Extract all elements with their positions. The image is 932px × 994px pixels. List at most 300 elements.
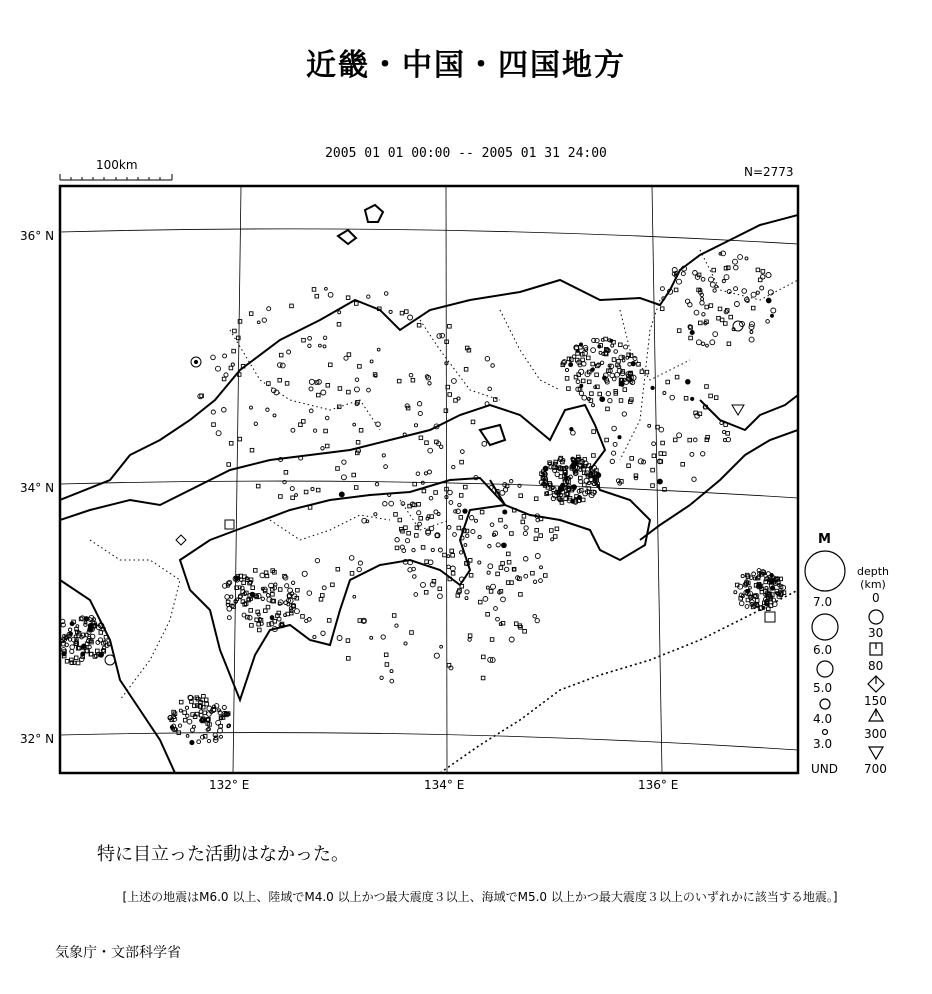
quake-intermediate xyxy=(266,605,270,609)
quake-shallow xyxy=(701,277,705,281)
quake-shallow xyxy=(701,342,704,345)
quake-shallow xyxy=(197,740,201,744)
quake-shallow xyxy=(724,275,729,280)
quake-shallow xyxy=(523,531,527,535)
quake-intermediate xyxy=(415,534,419,538)
quake-shallow xyxy=(618,436,621,439)
quake-shallow xyxy=(384,292,388,296)
quake-shallow xyxy=(302,571,307,576)
quake-shallow xyxy=(309,387,313,391)
quake-intermediate xyxy=(354,486,358,490)
quake-intermediate xyxy=(301,615,305,619)
quake-shallow xyxy=(570,427,573,430)
quake-intermediate xyxy=(355,302,359,306)
quake-intermediate xyxy=(411,378,415,382)
quake-shallow xyxy=(766,298,771,303)
quake-shallow xyxy=(287,350,291,354)
quake-shallow xyxy=(353,423,356,426)
quake-intermediate xyxy=(681,463,685,467)
quake-intermediate xyxy=(417,323,421,327)
quake-shallow xyxy=(273,414,276,417)
quake-shallow xyxy=(470,516,474,520)
quake-shallow xyxy=(535,618,539,622)
quake-intermediate xyxy=(481,676,485,680)
legend-mag-3: 3.0 xyxy=(813,737,833,751)
quake-intermediate xyxy=(241,590,245,594)
quake-intermediate xyxy=(451,572,455,576)
quake-shallow xyxy=(267,307,271,311)
quake-intermediate xyxy=(699,321,703,325)
quake-shallow xyxy=(622,412,626,416)
quake-shallow xyxy=(266,408,269,411)
quake-intermediate xyxy=(398,518,402,522)
quake-intermediate xyxy=(284,471,288,475)
quake-intermediate xyxy=(480,510,484,514)
quake-intermediate xyxy=(347,657,351,661)
quake-intermediate xyxy=(651,468,655,472)
quake-intermediate xyxy=(327,619,331,623)
quake-intermediate xyxy=(522,515,526,519)
map-frame xyxy=(60,186,798,773)
quake-intermediate xyxy=(627,464,631,468)
quake-shallow xyxy=(565,368,568,371)
quake-intermediate xyxy=(183,718,187,722)
quake-intermediate xyxy=(666,380,670,384)
quake-intermediate xyxy=(233,329,237,333)
quake-shallow xyxy=(230,595,233,598)
quake-intermediate xyxy=(347,390,351,394)
quake-shallow xyxy=(431,548,434,551)
quake-intermediate xyxy=(726,432,730,436)
quake-shallow xyxy=(722,280,725,283)
quake-shallow xyxy=(474,519,477,522)
quake-intermediate xyxy=(567,387,571,391)
legend-depth-150: 150 xyxy=(864,694,887,708)
quake-shallow xyxy=(291,581,294,584)
quake-shallow xyxy=(608,398,612,402)
quake-shallow xyxy=(261,597,264,600)
quake-shallow xyxy=(448,490,453,495)
quake-shallow xyxy=(738,255,743,260)
quake-shallow xyxy=(342,460,346,464)
quake-intermediate xyxy=(413,482,417,486)
quake-shallow xyxy=(370,360,373,363)
quake-shallow xyxy=(553,469,557,473)
quake-shallow xyxy=(609,364,613,368)
quake-intermediate xyxy=(237,336,241,340)
quake-intermediate xyxy=(489,590,493,594)
quake-shallow xyxy=(606,391,610,395)
quake-shallow xyxy=(321,447,324,450)
quake-intermediate xyxy=(705,385,709,389)
quake-shallow xyxy=(624,345,628,349)
quake-intermediate xyxy=(712,268,716,272)
quake-intermediate xyxy=(521,520,525,524)
quake-intermediate xyxy=(709,304,713,308)
quake-shallow xyxy=(488,545,491,548)
quake-shallow xyxy=(490,523,494,527)
quake-shallow xyxy=(460,450,464,454)
quake-shallow xyxy=(756,291,759,294)
quake-intermediate xyxy=(598,392,602,396)
quake-shallow xyxy=(693,271,698,276)
quake-shallow xyxy=(190,741,194,745)
quake-shallow xyxy=(465,590,469,594)
quake-shallow xyxy=(337,636,342,641)
quake-intermediate xyxy=(316,488,320,492)
quake-intermediate xyxy=(229,442,233,446)
quake-intermediate xyxy=(592,454,596,458)
quake-shallow xyxy=(250,406,253,409)
quake-shallow xyxy=(700,301,704,305)
legend-depth-80: 80 xyxy=(868,659,884,673)
quake-shallow xyxy=(540,566,543,569)
quake-shallow xyxy=(752,572,756,576)
quake-shallow xyxy=(405,539,409,543)
quake-intermediate xyxy=(751,306,755,310)
quake-shallow xyxy=(453,533,457,537)
quake-shallow xyxy=(295,494,298,497)
quake-shallow xyxy=(751,292,756,297)
quake-intermediate xyxy=(405,310,409,314)
quake-shallow xyxy=(207,712,212,717)
quake-intermediate xyxy=(337,323,341,327)
quake-intermediate xyxy=(422,489,426,493)
quake-intermediate xyxy=(395,546,399,550)
quake-shallow xyxy=(739,601,744,606)
quake-shallow xyxy=(449,501,453,505)
quake-shallow xyxy=(471,529,475,533)
quake-intermediate xyxy=(595,373,599,377)
page-title: 近畿・中国・四国地方 xyxy=(306,48,626,83)
quake-shallow xyxy=(428,560,433,565)
quake-shallow xyxy=(579,391,583,395)
quake-shallow xyxy=(488,564,493,569)
quake-shallow xyxy=(389,501,394,506)
quake-shallow xyxy=(375,483,378,486)
quake-intermediate xyxy=(486,613,490,617)
quake-shallow xyxy=(413,575,417,579)
quake-intermediate xyxy=(302,338,306,342)
quake-intermediate xyxy=(384,653,388,657)
quake-shallow xyxy=(428,448,433,453)
coastline xyxy=(60,205,798,773)
quake-shallow xyxy=(564,473,567,476)
quake-shallow xyxy=(491,584,496,589)
quake-intermediate xyxy=(451,554,455,558)
quake-shallow xyxy=(424,472,427,475)
quake-shallow xyxy=(452,379,457,384)
quake-shallow xyxy=(187,719,192,724)
quake-shallow xyxy=(207,739,210,742)
quake-shallow xyxy=(179,709,182,712)
quake-intermediate xyxy=(720,318,724,322)
quake-intermediate xyxy=(623,388,627,392)
quake-shallow xyxy=(389,310,392,313)
quake-shallow xyxy=(749,586,752,589)
quake-intermediate xyxy=(65,660,69,664)
quake-shallow xyxy=(496,617,500,621)
period-label: 2005 01 01 00:00 -- 2005 01 31 24:00 xyxy=(325,146,607,161)
quake-shallow xyxy=(494,607,498,611)
quake-shallow xyxy=(354,387,359,392)
quake-shallow xyxy=(569,363,573,367)
quake-intermediate xyxy=(435,534,439,538)
quake-intermediate xyxy=(385,663,389,667)
quake-shallow xyxy=(355,378,359,382)
quake-shallow xyxy=(610,459,614,463)
quake-shallow xyxy=(524,526,528,530)
quake-intermediate xyxy=(256,484,260,488)
quake-shallow xyxy=(766,320,770,324)
quake-intermediate xyxy=(291,496,295,500)
quake-shallow xyxy=(691,397,694,400)
quake-shallow xyxy=(599,351,602,354)
lon-label-134: 134° E xyxy=(424,778,465,792)
quake-shallow xyxy=(539,579,543,583)
quake-shallow xyxy=(313,429,316,432)
quake-shallow xyxy=(381,635,385,639)
quake-shallow xyxy=(222,705,226,709)
quake-shallow xyxy=(338,311,341,314)
quake-intermediate xyxy=(499,566,503,570)
quake-shallow xyxy=(771,314,774,317)
quake-shallow xyxy=(771,308,776,313)
quake-intermediate xyxy=(535,529,539,533)
quake-intermediate xyxy=(591,362,595,366)
quake-shallow xyxy=(592,404,595,407)
quake-shallow xyxy=(491,364,495,368)
quake-shallow xyxy=(227,616,231,620)
quake-intermediate xyxy=(661,441,665,445)
quake-shallow xyxy=(690,330,694,334)
quake-shallow xyxy=(659,427,664,432)
quake-shallow xyxy=(734,265,739,270)
quake-shallow xyxy=(543,466,548,471)
quake-intermediate xyxy=(673,438,677,442)
quake-intermediate xyxy=(677,329,681,333)
quake-shallow xyxy=(696,340,701,345)
legend-mag-5: 5.0 xyxy=(813,681,833,695)
quake-intermediate xyxy=(675,375,679,379)
quake-shallow xyxy=(523,557,528,562)
quake-shallow xyxy=(657,479,662,484)
quake-shallow xyxy=(308,336,312,340)
quake-shallow xyxy=(382,454,385,457)
quake-shallow xyxy=(377,348,380,351)
quake-shallow xyxy=(438,548,442,552)
quake-intermediate xyxy=(510,532,514,536)
quake-shallow xyxy=(670,395,675,400)
quake-shallow xyxy=(579,343,582,346)
quake-shallow xyxy=(692,477,696,481)
legend-depth-title: depth (km) xyxy=(857,565,890,591)
quake-shallow xyxy=(262,318,266,322)
lat-label-36: 36° N xyxy=(20,229,55,243)
quake-shallow xyxy=(631,361,635,365)
quake-intermediate xyxy=(296,588,300,592)
quake-shallow xyxy=(638,459,643,464)
quake-shallow xyxy=(619,355,624,360)
quake-intermediate xyxy=(315,294,319,298)
quake-shallow xyxy=(417,511,421,515)
quake-intermediate xyxy=(724,322,728,326)
quake-intermediate xyxy=(443,553,447,557)
quake-intermediate xyxy=(444,409,448,413)
quake-shallow xyxy=(611,344,614,347)
quake-intermediate xyxy=(684,397,688,401)
quake-shallow xyxy=(582,395,587,400)
quake-shallow xyxy=(597,363,601,367)
quake-intermediate xyxy=(630,457,634,461)
quake-intermediate xyxy=(407,531,411,535)
quake-shallow xyxy=(225,595,230,600)
quake-shallow xyxy=(395,624,398,627)
quake-shallow xyxy=(598,345,601,348)
quake-intermediate xyxy=(714,396,718,400)
quake-intermediate xyxy=(346,639,350,643)
quake-shallow xyxy=(190,728,194,732)
quake-shallow xyxy=(701,452,705,456)
quake-intermediate xyxy=(338,387,342,391)
quake-shallow xyxy=(663,392,666,395)
quake-shallow xyxy=(380,676,383,679)
quake-shallow xyxy=(404,642,407,645)
quake-intermediate xyxy=(336,467,340,471)
quake-shallow xyxy=(465,597,468,600)
quake-shallow xyxy=(706,344,709,347)
quake-shallow xyxy=(90,634,95,639)
quake-intermediate xyxy=(425,441,429,445)
quake-shallow xyxy=(577,495,581,499)
quake-shallow xyxy=(291,428,295,432)
quake-intermediate xyxy=(718,307,722,311)
quake-shallow xyxy=(437,334,442,339)
quake-shallow xyxy=(488,387,492,391)
quake-shallow xyxy=(582,362,587,367)
quake-shallow xyxy=(591,348,596,353)
quake-shallow xyxy=(384,465,388,469)
trench-line xyxy=(440,590,798,773)
quake-shallow xyxy=(220,735,223,738)
quake-shallow xyxy=(290,487,294,491)
quake-shallow xyxy=(323,345,326,348)
quake-intermediate xyxy=(397,379,401,383)
quake-intermediate xyxy=(519,494,523,498)
quake-intermediate xyxy=(560,501,564,505)
quake-shallow xyxy=(503,510,507,514)
quake-shallow xyxy=(685,299,689,303)
quake-shallow xyxy=(88,645,91,648)
quake-intermediate xyxy=(652,454,656,458)
quake-shallow xyxy=(447,565,451,569)
quake-shallow xyxy=(68,628,71,631)
quake-intermediate xyxy=(264,609,268,613)
quake-intermediate xyxy=(76,661,80,665)
quake-intermediate xyxy=(203,711,207,715)
quake-shallow xyxy=(357,567,361,571)
quake-intermediate xyxy=(448,325,452,329)
quake-intermediate xyxy=(278,378,282,382)
legend-depth-300: 300 xyxy=(864,727,887,741)
quake-intermediate xyxy=(331,583,335,587)
quake-shallow xyxy=(358,561,362,565)
quake-intermediate xyxy=(496,572,500,576)
quake-shallow xyxy=(425,375,429,379)
quake-intermediate xyxy=(539,534,543,538)
quake-shallow xyxy=(760,275,765,280)
quake-intermediate xyxy=(99,631,103,635)
quake-shallow xyxy=(652,442,656,446)
quake-shallow xyxy=(482,441,487,446)
quake-shallow xyxy=(414,424,417,427)
quake-intermediate xyxy=(229,366,233,370)
quake-intermediate xyxy=(689,336,693,340)
quake-intermediate xyxy=(350,572,354,576)
quake-shallow xyxy=(612,426,617,431)
quake-shallow xyxy=(325,416,329,420)
footer-credit: 気象庁・文部科学省 xyxy=(55,945,181,961)
quake-intermediate xyxy=(717,316,721,320)
quake-intermediate xyxy=(279,495,283,499)
quake-shallow xyxy=(222,408,227,413)
quake-shallow xyxy=(383,502,387,506)
lon-label-132: 132° E xyxy=(209,778,250,792)
quake-intermediate xyxy=(267,382,271,386)
quake-intermediate xyxy=(362,619,366,623)
quake-shallow xyxy=(734,287,738,291)
quake-intermediate xyxy=(250,624,254,628)
legend-mag-4: 4.0 xyxy=(813,712,833,726)
quake-shallow xyxy=(328,292,333,297)
quake-shallow xyxy=(322,586,326,590)
quake-shallow xyxy=(579,369,584,374)
quake-intermediate xyxy=(227,463,231,467)
quake-shallow xyxy=(485,356,490,361)
quake-intermediate xyxy=(612,358,616,362)
quake-shallow xyxy=(648,424,651,427)
quake-intermediate xyxy=(410,631,414,635)
quake-shallow xyxy=(99,652,104,657)
quake-intermediate xyxy=(421,546,425,550)
quake-shallow xyxy=(266,594,270,598)
quake-intermediate xyxy=(619,399,623,403)
quake-intermediate xyxy=(709,394,713,398)
quake-shallow xyxy=(414,593,418,597)
quake-shallow xyxy=(395,538,399,542)
quake-shallow xyxy=(390,670,393,673)
quake-intermediate xyxy=(356,441,360,445)
quake-intermediate xyxy=(359,429,363,433)
quake-shallow xyxy=(280,363,285,368)
legend-mag-7: 7.0 xyxy=(813,595,833,609)
quake-shallow xyxy=(305,619,308,622)
quake-shallow xyxy=(341,475,346,480)
quake-intermediate xyxy=(326,384,330,388)
quake-shallow xyxy=(487,571,490,574)
lat-label-34: 34° N xyxy=(20,481,55,495)
quake-shallow xyxy=(468,638,471,641)
quake-intermediate xyxy=(507,560,511,564)
legend-magnitude-title: M xyxy=(818,532,831,547)
quake-shallow xyxy=(224,373,228,377)
quake-intermediate xyxy=(278,588,282,592)
quake-shallow xyxy=(510,480,513,483)
quake-intermediate xyxy=(464,368,468,372)
quake-shallow xyxy=(367,388,371,392)
quake-intermediate xyxy=(329,363,333,367)
quake-shallow xyxy=(313,635,316,638)
